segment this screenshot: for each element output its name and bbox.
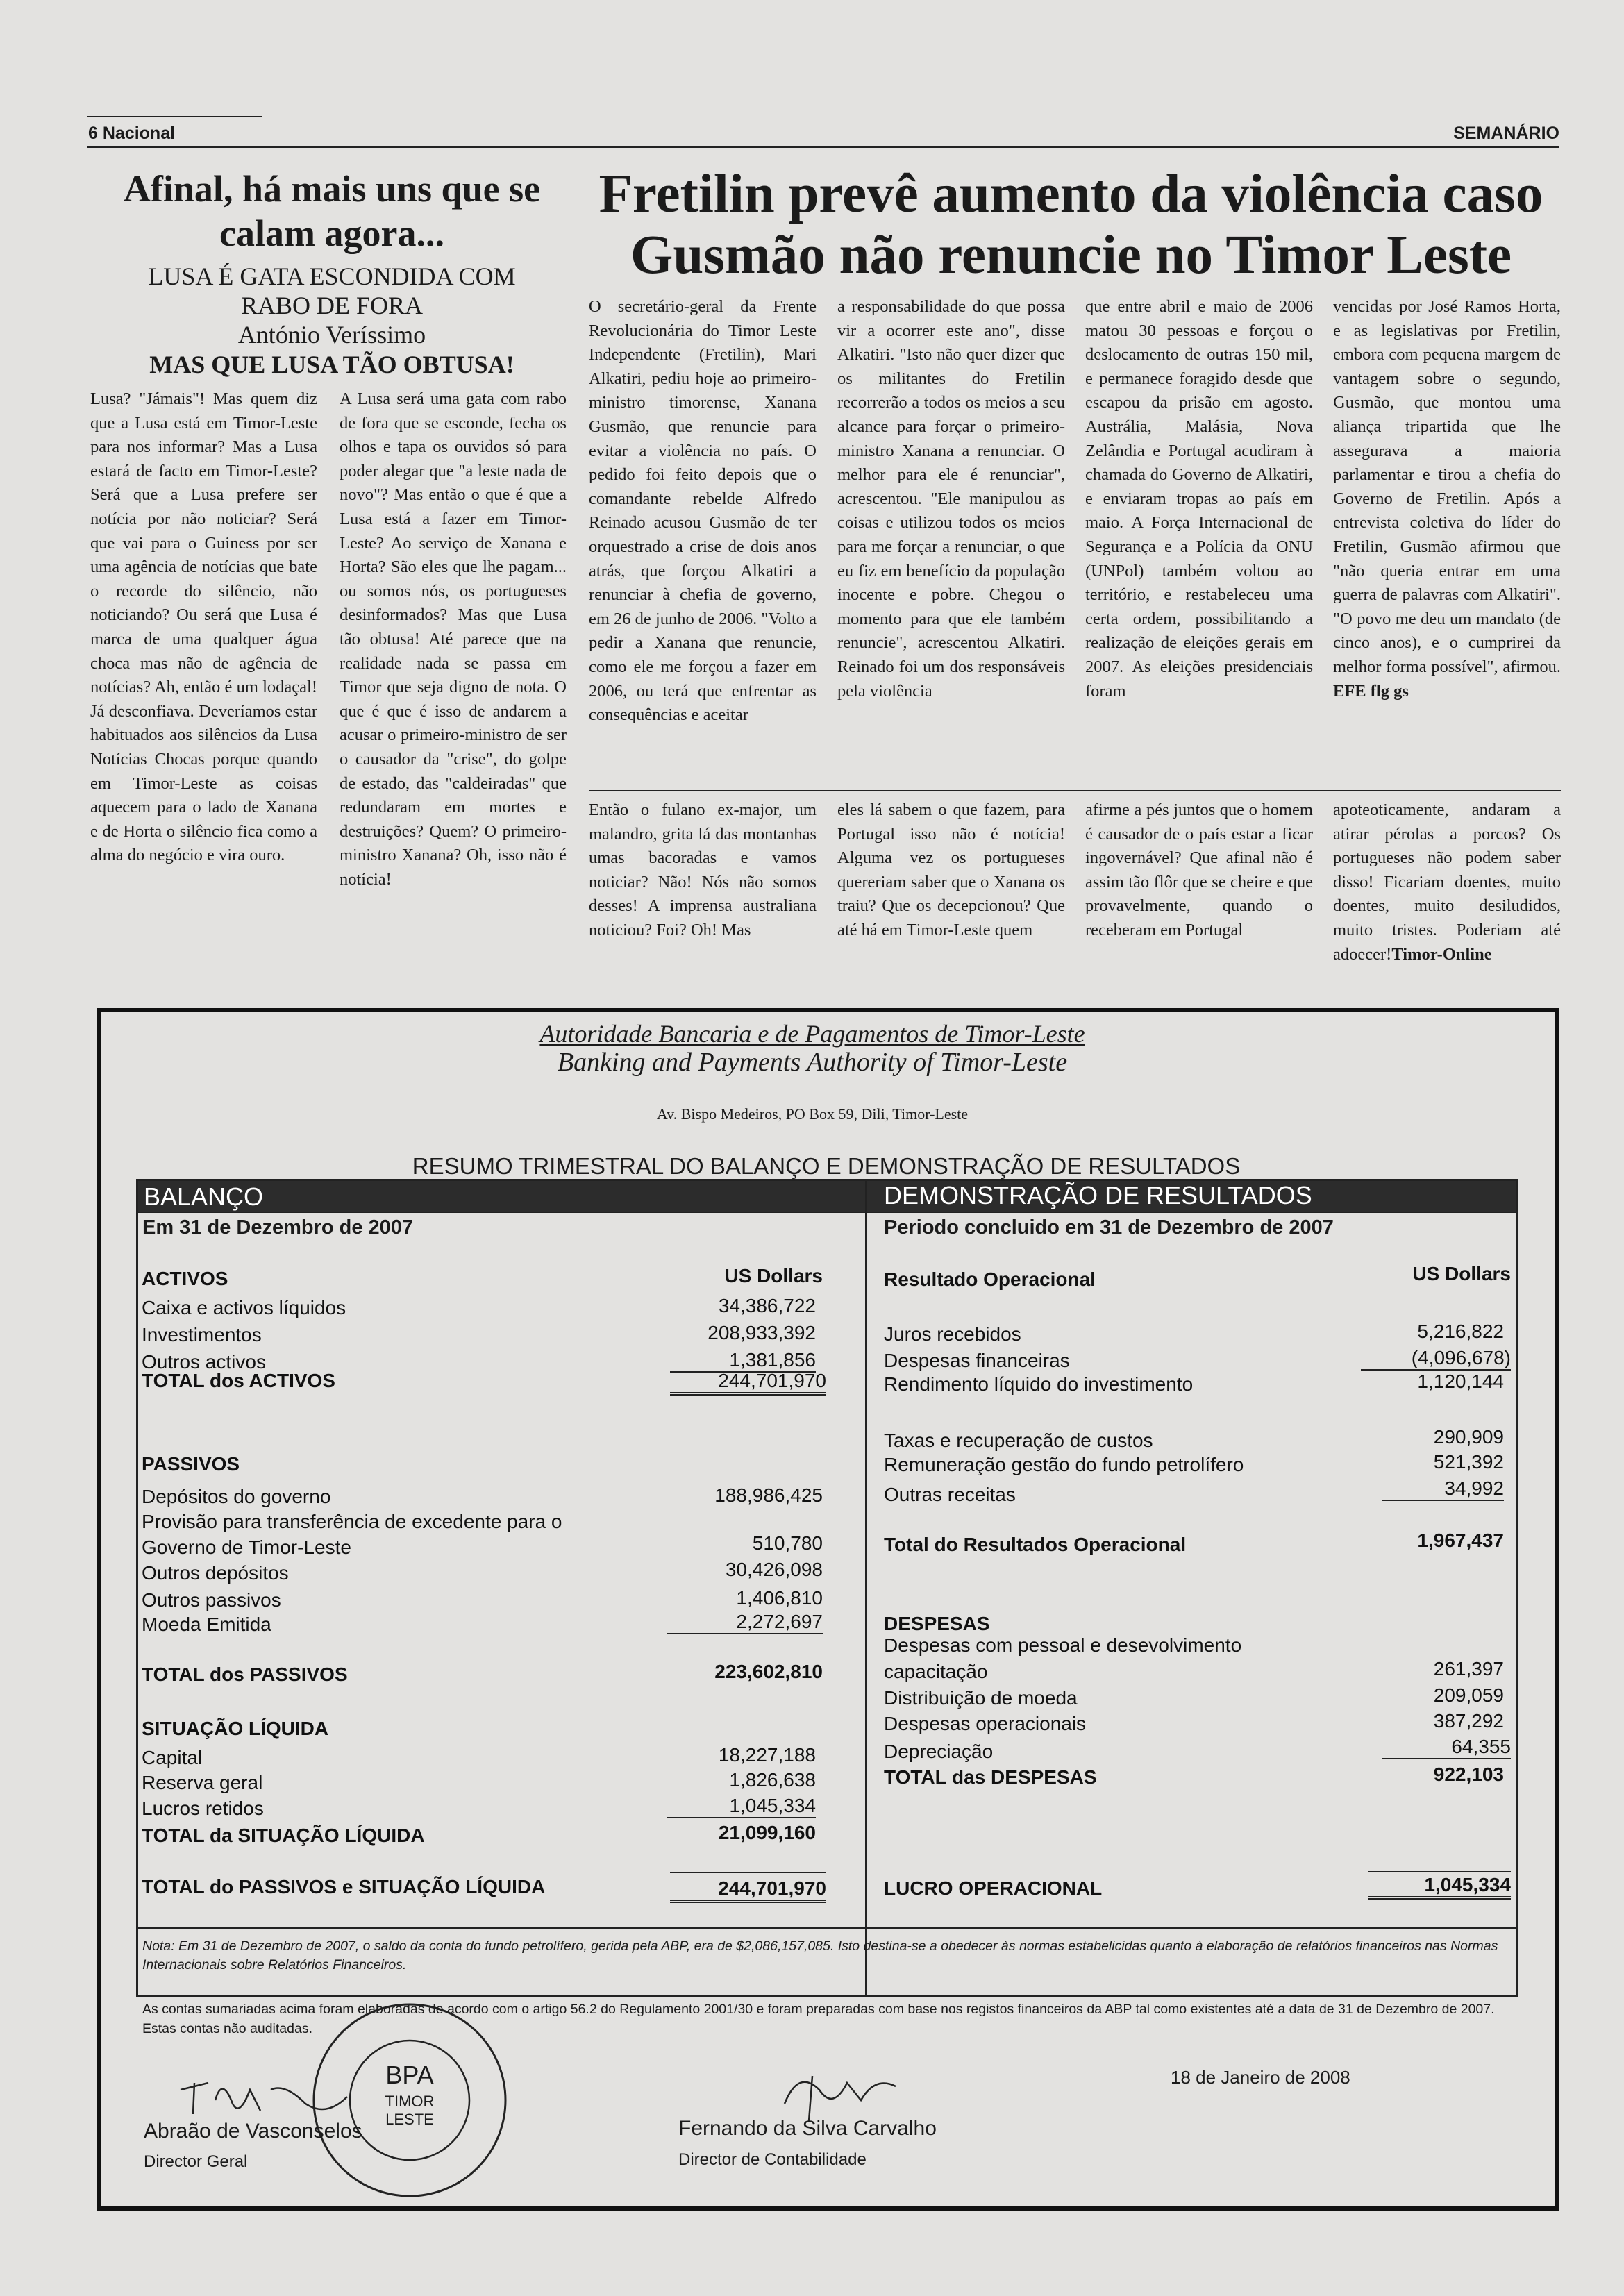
income-label: Distribuição de moeda — [884, 1687, 1078, 1709]
income-value: 1,120,144 — [1417, 1371, 1504, 1392]
balance-value: 1,826,638 — [729, 1769, 816, 1791]
income-label: Despesas operacionais — [884, 1713, 1087, 1734]
balance-value: 2,272,697 — [667, 1611, 823, 1634]
left-col-2: A Lusa será uma gata com rabo de fora que se esconde, fecha os olhos e tapa os ouvidos só para poder alegar que "a leste nada de novo"? Mas então o que é que a Lusa está a fazer em Timor-Leste? Ao serviço de Xanana e Horta? São eles que lhe pagam... ou somos nós, os portugueses desinformados? Mas que Lusa tão obtusa! Até parece que na realidade nada se passa em Timor que seja digno de nota. O que é que é isso de andarem a acusar o primeiro-ministro de ser o causador da "crise", do golpe de estado, das "caldeiradas" que redundaram em mortes e destruições? Quem? O primeiro-ministro Xanana? Oh, isso não é notícia! — [340, 389, 567, 889]
income-label: DESPESAS — [884, 1613, 990, 1634]
bottom-col-3: afirme a pés juntos que o homem é causador de o país estar a ficar ingovernável? Que afinal não é assim tão flôr que se cheire e que provavelmente, quando o receberam em Portugal — [1085, 801, 1313, 939]
ad-footnote: As contas sumariadas acima foram elaboradas de acordo com o artigo 56.2 do Regulamento 2001/30 e foram preparadas com base nos registos financeiros da ABP tal como existentes até a data de 31 de Dezembro de 2007. Estas contas não auditadas. — [142, 2002, 1495, 2036]
stamp-big: BPA — [385, 2061, 434, 2089]
sig2-title: Director de Contabilidade — [678, 2150, 867, 2169]
paper-name: SEMANÁRIO — [1453, 124, 1559, 143]
income-value: 209,059 — [1433, 1684, 1504, 1706]
balance-label: SITUAÇÃO LÍQUIDA — [142, 1718, 329, 1739]
balance-label: Moeda Emitida — [142, 1614, 271, 1635]
left-author: António Veríssimo — [237, 321, 426, 349]
income-value: 1,045,334 — [1368, 1874, 1511, 1900]
income-label: Outras receitas — [884, 1484, 1016, 1505]
left-subhead-2: RABO DE FORA — [240, 292, 424, 319]
income-label: Rendimento líquido do investimento — [884, 1373, 1194, 1395]
income-value: 34,992 — [1382, 1477, 1504, 1501]
header-rule — [87, 146, 1559, 148]
balance-label: Governo de Timor-Leste — [142, 1536, 351, 1558]
income-label: capacitação — [884, 1661, 988, 1682]
balance-label: Provisão para transferência de excedente para o — [142, 1511, 562, 1532]
balance-label: Outros depósitos — [142, 1562, 289, 1584]
income-value: 387,292 — [1433, 1710, 1504, 1732]
balance-label: Depósitos do governo — [142, 1486, 331, 1507]
balance-date: Em 31 de Dezembro de 2007 — [142, 1216, 414, 1239]
sig1-name: Abraão de Vasconselos — [144, 2120, 362, 2143]
income-header: DEMONSTRAÇÃO DE RESULTADOS — [884, 1181, 1312, 1209]
balance-value: 1,381,856 — [670, 1349, 816, 1373]
balance-value: 1,045,334 — [667, 1795, 816, 1818]
bottom-col-1: Então o fulano ex-major, um malandro, grita lá das montanhas umas bacoradas e vamos noticiar? Não! Nós não somos desses! A imprensa australiana noticiou? Foi? Oh! Mas — [589, 801, 817, 939]
left-col-1: Lusa? "Jámais"! Mas quem diz que a Lusa está em Timor-Leste para nos informar? Mas a Lusa estará de facto em Timor-Leste? Será que a Lusa prefere ser notícia por não noticiar? Será que vai para o Guiness por ser uma agência de notícias que bate o recorde do silêncio, não noticiando? Ou será que Lusa é marca de uma qualquer água choca mas não de agência de notícias? Ah, então é um lodaçal! Já desconfiava. Deveríamos estar habituados aos silêncios da Lusa Notícias Chocas porque quando em Timor-Leste as coisas aquecem para o lado de Xanana e de Horta o silêncio fica como a alma do negócio e vira ouro. — [90, 389, 317, 865]
income-value: 521,392 — [1433, 1451, 1504, 1473]
main-col-4 — [1333, 295, 1561, 703]
income-label: Depreciação — [884, 1741, 994, 1762]
income-operational-heading: Resultado Operacional — [884, 1268, 1096, 1290]
income-label: Remuneração gestão do fundo petrolífero — [884, 1454, 1244, 1475]
main-col-3: que entre abril e maio de 2006 matou 30 pessoas e forçou o deslocamento de outras 150 mil, e permanece foragido desde que escapou da prisão em agosto. Austrália, Malásia, Nova Zelândia e Portugal acudiram à chamada do Governo de Alkatiri, e enviaram tropas ao país em maio. A Força Internacional de Segurança e a Polícia da ONU (UNPol) também voltou ao território, e restabeleceu uma certa ordem, possibilitando a realização de eleições gerais em 2007. As eleições presidenciais foram — [1085, 297, 1313, 701]
income-value: (4,096,678) — [1361, 1347, 1511, 1371]
left-subhead-1: LUSA É GATA ESCONDIDA COM — [148, 262, 516, 290]
balance-label: TOTAL do PASSIVOS e SITUAÇÃO LÍQUIDA — [142, 1876, 546, 1897]
balance-value: 244,701,970 — [670, 1370, 826, 1396]
balance-label: Investimentos — [142, 1324, 262, 1346]
main-col-2: a responsabilidade do que possa vir a ocorrer este ano", disse Alkatiri. "Isto não quer dizer que os militantes do Fretilin recorrerão a todos os meios a seu alcance para forçar o primeiro-ministro Xanana a renunciar. O melhor para ele é renunciar", acrescentou. "Ele manipulou as coisas e utilizou todos os meios para me forçar a renunciar, o que eu fiz em benefício da população inocente e pobre. Chegou o momento para que ele também renuncie", acrescentou Alkatiri. Reinado foi um dos responsáveis pela violência — [837, 297, 1065, 701]
income-label: Taxas e recuperação de custos — [884, 1430, 1153, 1451]
article-separator — [589, 790, 1561, 791]
main-col-1: O secretário-geral da Frente Revolucionária do Timor Leste Independente (Fretilin), Mari Alkatiri, pediu hoje ao primeiro-ministro timorense, Xanana Gusmão, que renuncie para evitar a violência no país. O pedido foi feito depois que o comandante rebelde Alfredo Reinado acusou Gusmão de ter orquestrado a crise de dois anos atrás, que forçou Alkatiri a renunciar à chefia de governo, em 26 de junho de 2006. "Volto a pedir a Xanana que renuncie, como ele me forçou a fazer em 2006, ou terá que enfrentar as consequências e aceitar — [589, 297, 817, 725]
balance-label: TOTAL dos ACTIVOS — [142, 1370, 335, 1391]
bottom-col-2: eles lá sabem o que fazem, para Portugal isso não é notícia! Alguma vez os portugueses quereriam saber que o Xanana os traiu? Que os decepcionou? Que até há em Timor-Leste quem — [837, 801, 1065, 939]
income-label: TOTAL das DESPESAS — [884, 1766, 1097, 1788]
balance-label: Caixa e activos líquidos — [142, 1297, 346, 1318]
bottom-signature: Timor-Online — [1391, 944, 1492, 964]
income-label: Juros recebidos — [884, 1323, 1021, 1345]
bottom-col-4-text: apoteoticamente, andaram a atirar pérolas a porcos? Os portugueses não podem saber disso! Ficariam doentes, muito doentes, muito desiludidos, muito tristes. Poderiam até adoecer! — [1333, 801, 1561, 964]
balance-value: 223,602,810 — [714, 1661, 823, 1682]
balance-label: Outros activos — [142, 1351, 266, 1373]
balance-label: PASSIVOS — [142, 1453, 240, 1475]
balance-currency: US Dollars — [724, 1265, 823, 1287]
balance-value: 30,426,098 — [725, 1559, 823, 1580]
balance-value: 21,099,160 — [718, 1822, 816, 1843]
balance-value: 188,986,425 — [714, 1484, 823, 1506]
balance-label: Lucros retidos — [142, 1798, 264, 1819]
balance-value: 244,701,970 — [670, 1877, 826, 1903]
income-value: 290,909 — [1433, 1426, 1504, 1448]
ad-address: Av. Bispo Medeiros, PO Box 59, Dili, Timor-Leste — [656, 1105, 969, 1123]
balance-label: TOTAL da SITUAÇÃO LÍQUIDA — [142, 1825, 425, 1846]
sig2-name: Fernando da Silva Carvalho — [678, 2117, 937, 2140]
income-label: LUCRO OPERACIONAL — [884, 1877, 1103, 1899]
balance-header: BALANÇO — [144, 1182, 264, 1211]
income-label: Despesas com pessoal e desevolvimento — [884, 1634, 1242, 1656]
note-rule — [138, 1927, 1516, 1929]
stamp-line-2: LESTE — [385, 2111, 434, 2128]
income-value: 1,967,437 — [1417, 1530, 1504, 1551]
section-label: 6 Nacional — [88, 124, 176, 143]
income-value: 922,103 — [1433, 1763, 1504, 1785]
balance-value: 510,780 — [752, 1532, 823, 1554]
income-currency: US Dollars — [1412, 1263, 1511, 1284]
balance-value: 34,386,722 — [718, 1295, 816, 1316]
table-header-rule — [138, 1212, 1516, 1213]
header-top-rule — [87, 116, 262, 117]
income-label: Total do Resultados Operacional — [884, 1534, 1187, 1555]
balance-value: 18,227,188 — [718, 1744, 816, 1766]
signature-1 — [167, 2062, 361, 2125]
balance-label: Reserva geral — [142, 1772, 263, 1793]
bottom-col-4 — [1333, 798, 1561, 966]
balance-label: TOTAL dos PASSIVOS — [142, 1664, 348, 1685]
left-subhead-3: MAS QUE LUSA TÃO OBTUSA! — [149, 351, 514, 378]
income-value: 64,355 — [1382, 1736, 1511, 1759]
total-rule — [1368, 1871, 1511, 1872]
main-headline: Fretilin prevê aumento da violência caso Gusmão não renuncie no Timor Leste — [598, 164, 1543, 285]
activos-heading: ACTIVOS — [142, 1268, 228, 1289]
balance-label: Outros passivos — [142, 1589, 281, 1611]
total-rule — [670, 1872, 826, 1873]
main-col-4-text: vencidas por José Ramos Horta, e as legislativas por Fretilin, embora com pequena margem de vantagem sobre o segundo, Gusmão, que montou uma aliança tripartida que lhe assegurava a maioria parlamentar e tirou a chefia do Governo de Fretilin. Após a entrevista coletiva do líder do Fretilin, Gusmão afirmou que "não queria entrar em uma guerra de palavras com Alkatiri". "O povo me deu um mandato (de cinco anos), e o cumprirei da melhor forma possível", afirmou. — [1333, 297, 1561, 676]
balance-value: 1,406,810 — [736, 1587, 823, 1609]
ad-org-pt: Autoridade Bancaria e de Pagamentos de Timor-Leste — [539, 1020, 1085, 1048]
balance-label: Capital — [142, 1747, 203, 1768]
income-date: Periodo concluido em 31 de Dezembro de 2007 — [884, 1216, 1334, 1239]
ad-org-en: Banking and Payments Authority of Timor-Leste — [557, 1048, 1068, 1077]
table-divider — [865, 1181, 867, 1995]
income-label: Despesas financeiras — [884, 1350, 1070, 1371]
signature-2 — [771, 2062, 910, 2125]
stamp-line-1: TIMOR — [385, 2093, 435, 2110]
ad-title: RESUMO TRIMESTRAL DO BALANÇO E DEMONSTRAÇÃO DE RESULTADOS — [412, 1153, 1241, 1179]
main-signature: EFE flg gs — [1333, 681, 1409, 701]
sig1-title: Director Geral — [144, 2152, 248, 2171]
ad-date: 18 de Janeiro de 2008 — [1171, 2067, 1350, 2088]
ad-note: Nota: Em 31 de Dezembro de 2007, o saldo da conta do fundo petrolífero, gerida pela ABP, era de $2,086,157,085. Isto destina-se a obedecer às normas estabelicidas quanto à elaboração de relatórios financeiros nas Normas Internacionais sobre Relatórios Financeiros. — [142, 1938, 1498, 1972]
income-value: 261,397 — [1433, 1658, 1504, 1679]
balance-value: 208,933,392 — [708, 1322, 816, 1343]
income-value: 5,216,822 — [1417, 1321, 1504, 1342]
left-headline: Afinal, há mais uns que se calam agora... — [123, 168, 541, 254]
